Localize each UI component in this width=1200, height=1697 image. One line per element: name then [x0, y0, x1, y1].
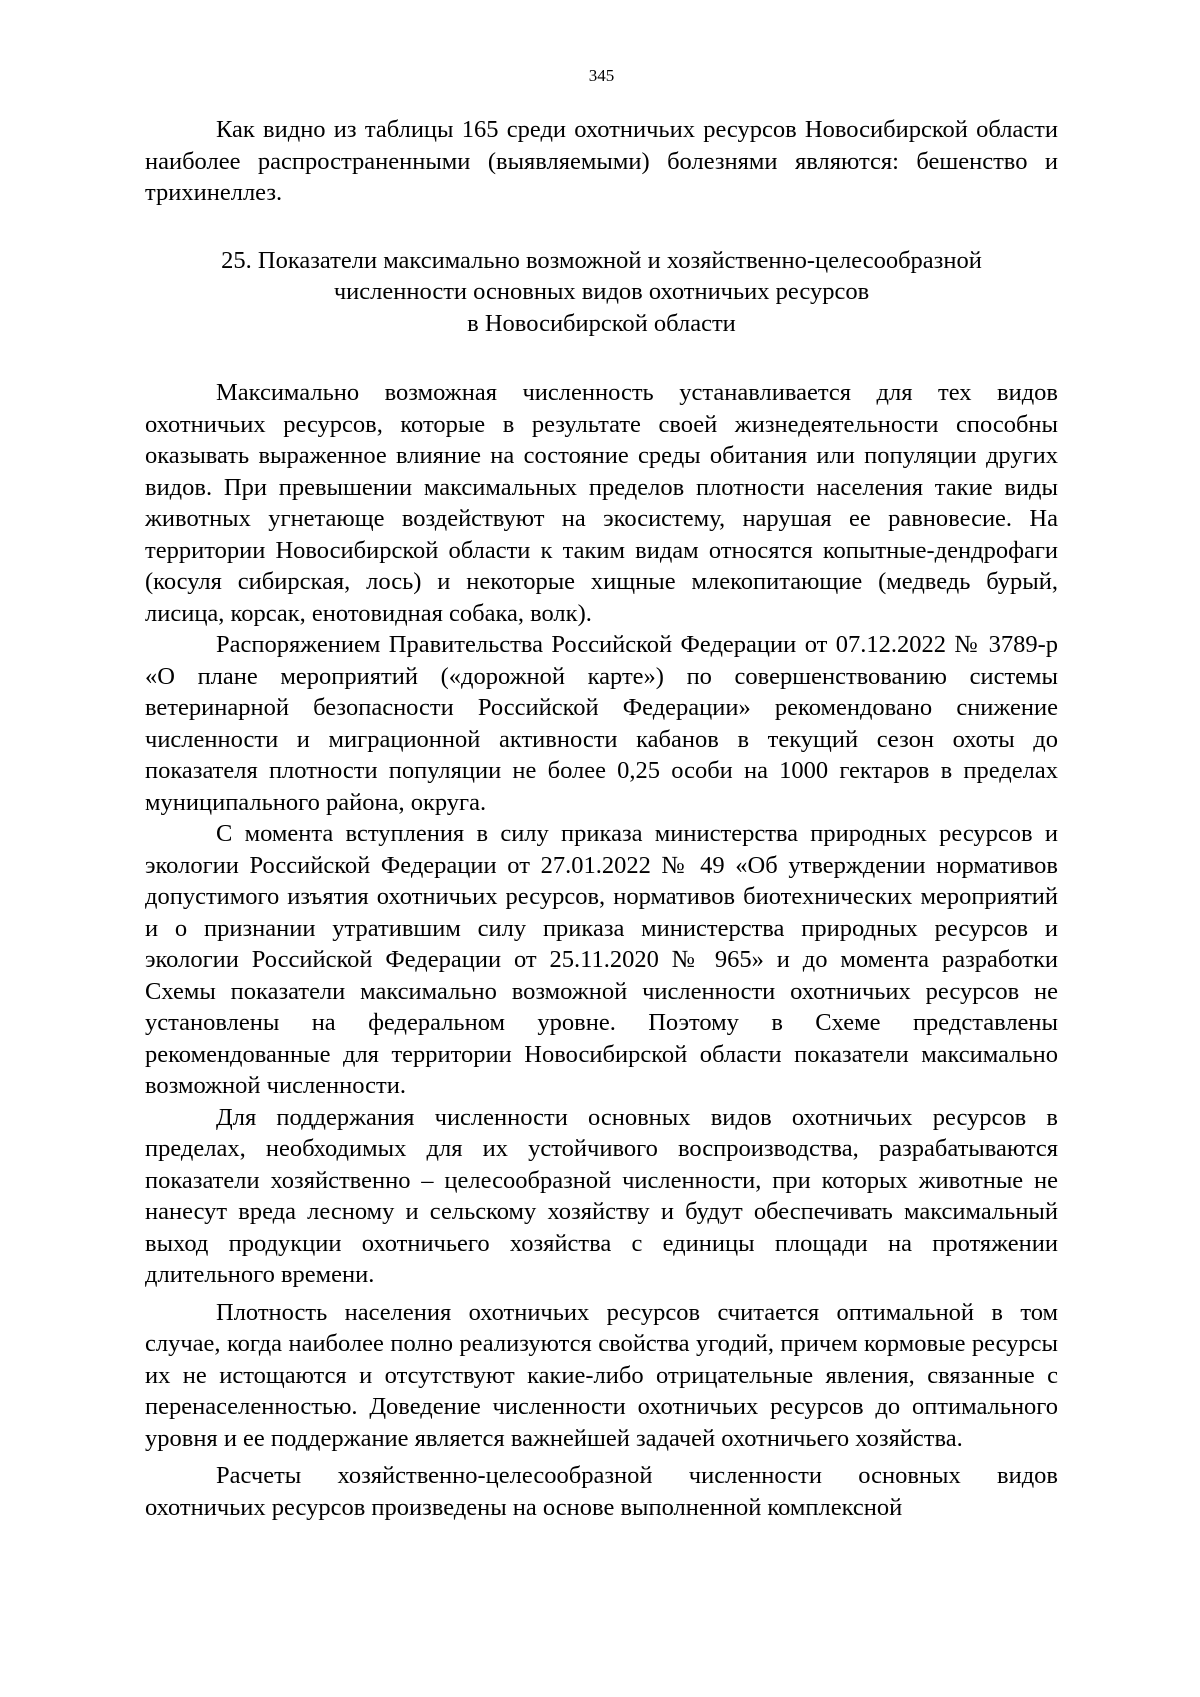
body-paragraph: Расчеты хозяйственно-целесообразной численности основных видов охотничьих ресурсов произведены на основе выполненной комплексной	[145, 1462, 1058, 1521]
section-heading-line: численности основных видов охотничьих ресурсов	[333, 278, 870, 305]
page-content	[145, 114, 1058, 1523]
section-heading-line: в Новосибирской области	[467, 309, 736, 337]
body-paragraph: Максимально возможная численность устанавливается для тех видов охотничьих ресурсов, которые в результате своей жизнедеятельности способны оказывать выраженное влияние на состояние среды обитания или популяции других видов. При превышении максимальных пределов плотности населения такие виды животных угнетающе воздействуют на экосистему, нарушая ее равновесие. На территории Новосибирской области к таким видам относятся копытные-дендрофаги (косуля сибирская, лось) и некоторые хищные млекопитающие (медведь бурый, лисица, корсак, енотовидная собака, волк).	[145, 379, 1058, 627]
body-paragraph: Для поддержания численности основных видов охотничьих ресурсов в пределах, необходимых для их устойчивого воспроизводства, разрабатываются показатели хозяйственно – целесообразной численности, при которых животные не нанесут вреда лесному и сельскому хозяйству и будут обеспечивать максимальный выход продукции охотничьего хозяйства с единицы площади на протяжении длительного времени.	[145, 1103, 1058, 1288]
page-number: 345	[588, 66, 615, 85]
section-heading-line: 25. Показатели максимально возможной и хозяйственно-целесообразной	[221, 246, 982, 274]
body-paragraph: Распоряжением Правительства Российской Федерации от 07.12.2022 № 3789-р «О плане мероприятий («дорожной карте») по совершенствованию системы ветеринарной безопасности Российской Федерации» рекомендовано снижение численности и миграционной активности кабанов в текущий сезон охоты до показателя плотности популяции не более 0,25 особи на 1000 гектаров в пределах муниципального района, округа.	[145, 631, 1058, 816]
body-paragraph: С момента вступления в силу приказа министерства природных ресурсов и экологии Российской Федерации от 27.01.2022 № 49 «Об утверждении нормативов допустимого изъятия охотничьих ресурсов, нормативов биотехнических мероприятий и о признании утратившим силу приказа министерства природных ресурсов и экологии Российской Федерации от 25.11.2020 № 965» и до момента разработки Схемы показатели максимально возможной численности охотничьих ресурсов не установлены на федеральном уровне. Поэтому в Схеме представлены рекомендованные для территории Новосибирской области показатели максимально возможной численности.	[145, 820, 1058, 1099]
body-paragraph: Плотность населения охотничьих ресурсов считается оптимальной в том случае, когда наиболее полно реализуются свойства угодий, причем кормовые ресурсы их не истощаются и отсутствуют какие-либо отрицательные явления, связанные с перенаселенностью. Доведение численности охотничьих ресурсов до оптимального уровня и ее поддержание является важнейшей задачей охотничьего хозяйства.	[145, 1298, 1058, 1452]
document-page	[145, 0, 1058, 1697]
intro-paragraph: Как видно из таблицы 165 среди охотничьих ресурсов Новосибирской области наиболее распространенными (выявляемыми) болезнями являются: бешенство и трихинеллез.	[145, 116, 1058, 206]
section-heading	[145, 245, 1058, 340]
